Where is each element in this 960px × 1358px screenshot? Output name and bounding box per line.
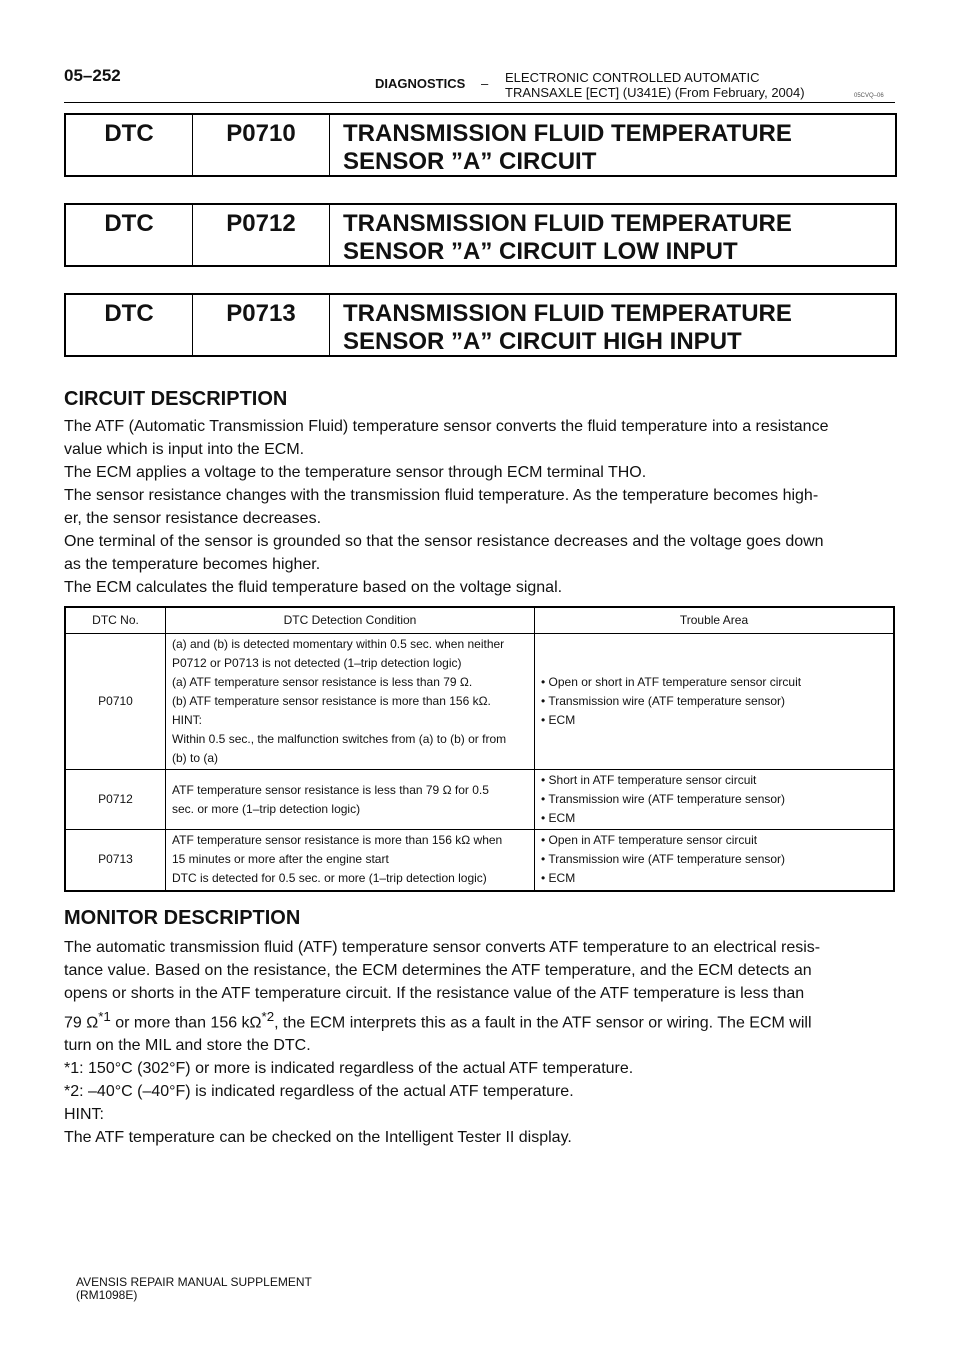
dtc-no-cell: P0712 [65,770,166,830]
circuit-description-line: as the temperature becomes higher. [64,556,321,573]
column-header-trouble-area: Trouble Area [535,607,895,634]
monitor-description-heading: MONITOR DESCRIPTION [64,907,301,929]
circuit-description-line: er, the sensor resistance decreases. [64,510,322,527]
header-title-line-1: ELECTRONIC CONTROLLED AUTOMATIC [505,70,760,85]
circuit-description-line: The ECM applies a voltage to the temperature sensor through ECM terminal THO. [64,464,647,481]
document-code: 05CVQ–06 [854,93,884,99]
table-row [65,770,894,830]
dtc-no-cell: P0710 [65,634,166,770]
monitor-description-line: opens or shorts in the ATF temperature circuit. If the resistance value of the ATF temperature is less than [64,985,805,1002]
condition-line: 15 minutes or more after the engine start [172,852,389,867]
table-row [65,830,894,891]
condition-line: P0712 or P0713 is not detected (1–trip detection logic) [172,656,462,670]
condition-cell [166,770,535,830]
dtc-title-box-p0710 [64,113,897,177]
hint-label: HINT: [64,1106,104,1124]
header-section: DIAGNOSTICS [375,76,466,91]
condition-line: ATF temperature sensor resistance is less than 79 Ω for 0.5 [172,782,489,797]
condition-line: (a) ATF temperature sensor resistance is less than 79 Ω. [172,675,473,689]
condition-cell [166,830,535,891]
column-header-detection-condition: DTC Detection Condition [166,607,535,634]
dtc-label: DTC [66,295,193,355]
condition-line: (b) ATF temperature sensor resistance is more than 156 kΩ. [172,694,491,708]
dtc-title-box-p0712 [64,203,897,267]
condition-line: DTC is detected for 0.5 sec. or more (1–trip detection logic) [172,871,487,886]
condition-line: (a) and (b) is detected momentary within 0.5 sec. when neither [172,637,505,651]
trouble-area-line: • Open or short in ATF temperature sensor circuit [541,675,802,689]
trouble-area-cell [535,770,895,830]
resistance-low-text: 79 Ω [64,1014,99,1032]
condition-line: Within 0.5 sec., the malfunction switches from (a) to (b) or from [172,732,507,746]
dtc-no-cell: P0713 [65,830,166,891]
monitor-description-text: , the ECM interprets this as a fault in the ATF sensor or wiring. The ECM will [274,1014,812,1032]
trouble-area-line: • Open in ATF temperature sensor circuit [541,833,758,848]
trouble-area-line: • Transmission wire (ATF temperature sensor) [541,852,786,867]
monitor-description-line: tance value. Based on the resistance, the ECM determines the ATF temperature, and the ECM detects an [64,962,812,979]
monitor-description-line: The automatic transmission fluid (ATF) temperature sensor converts ATF temperature to an electrical resis- [64,939,821,956]
trouble-area-line: • Transmission wire (ATF temperature sensor) [541,792,786,806]
footnote-1: *1: 150°C (302°F) or more is indicated regardless of the actual ATF temperature. [64,1060,634,1078]
header-rule [64,102,895,103]
column-header-dtc-no: DTC No. [65,607,166,634]
condition-line: sec. or more (1–trip detection logic) [172,801,361,816]
header-dash: – [481,76,489,91]
monitor-description-body [64,936,896,1149]
trouble-area-cell [535,634,895,770]
dtc-label: DTC [66,115,193,175]
dtc-code: P0710 [193,115,330,175]
dtc-title: TRANSMISSION FLUID TEMPERATURE SENSOR ”A” CIRCUIT LOW INPUT [343,210,792,265]
footnote-ref-2: *2 [261,1009,275,1024]
trouble-area-line: • ECM [541,871,576,886]
circuit-description-line: The ATF (Automatic Transmission Fluid) temperature sensor converts the fluid temperature into a resistance [64,418,829,435]
dtc-title: TRANSMISSION FLUID TEMPERATURE SENSOR ”A” CIRCUIT [343,120,792,175]
page-number: 05–252 [64,66,121,85]
table-header-row [65,607,894,634]
circuit-description-heading: CIRCUIT DESCRIPTION [64,388,288,410]
dtc-title: TRANSMISSION FLUID TEMPERATURE SENSOR ”A” CIRCUIT HIGH INPUT [343,300,792,355]
circuit-description-line: value which is input into the ECM. [64,441,305,458]
dtc-code: P0713 [193,295,330,355]
footer-manual-code: (RM1098E) [76,1288,138,1302]
circuit-description-body [64,415,896,599]
trouble-area-cell [535,830,895,891]
circuit-description-line: The sensor resistance changes with the transmission fluid temperature. As the temperature becomes high- [64,487,819,504]
dtc-table [64,606,895,892]
circuit-description-line: One terminal of the sensor is grounded so that the sensor resistance decreases and the voltage goes down [64,533,824,550]
hint-text: The ATF temperature can be checked on the Intelligent Tester II display. [64,1129,572,1147]
header-title-line-2: TRANSAXLE [ECT] (U341E) (From February, 2004) [505,85,805,100]
monitor-description-line: turn on the MIL and store the DTC. [64,1037,311,1055]
condition-line: (b) to (a) [172,751,219,765]
dtc-label: DTC [66,205,193,265]
dtc-code: P0712 [193,205,330,265]
dtc-title-box-p0713 [64,293,897,357]
condition-line: HINT: [172,713,202,727]
trouble-area-line: • Transmission wire (ATF temperature sensor) [541,694,786,708]
trouble-area-line: • Short in ATF temperature sensor circuit [541,773,757,787]
trouble-area-line: • ECM [541,713,576,727]
resistance-high-text: or more than 156 kΩ [110,1014,262,1032]
footnote-ref-1: *1 [98,1009,111,1024]
condition-cell [166,634,535,770]
footnote-2: *2: –40°C (–40°F) is indicated regardless of the actual ATF temperature. [64,1083,574,1101]
circuit-description-line: The ECM calculates the fluid temperature based on the voltage signal. [64,579,563,596]
table-row [65,634,894,770]
header-title [505,70,805,100]
footer-manual-name: AVENSIS REPAIR MANUAL SUPPLEMENT [76,1275,312,1289]
trouble-area-line: • ECM [541,811,576,825]
monitor-description-line [64,1005,896,1034]
condition-line: ATF temperature sensor resistance is more than 156 kΩ when [172,833,503,848]
